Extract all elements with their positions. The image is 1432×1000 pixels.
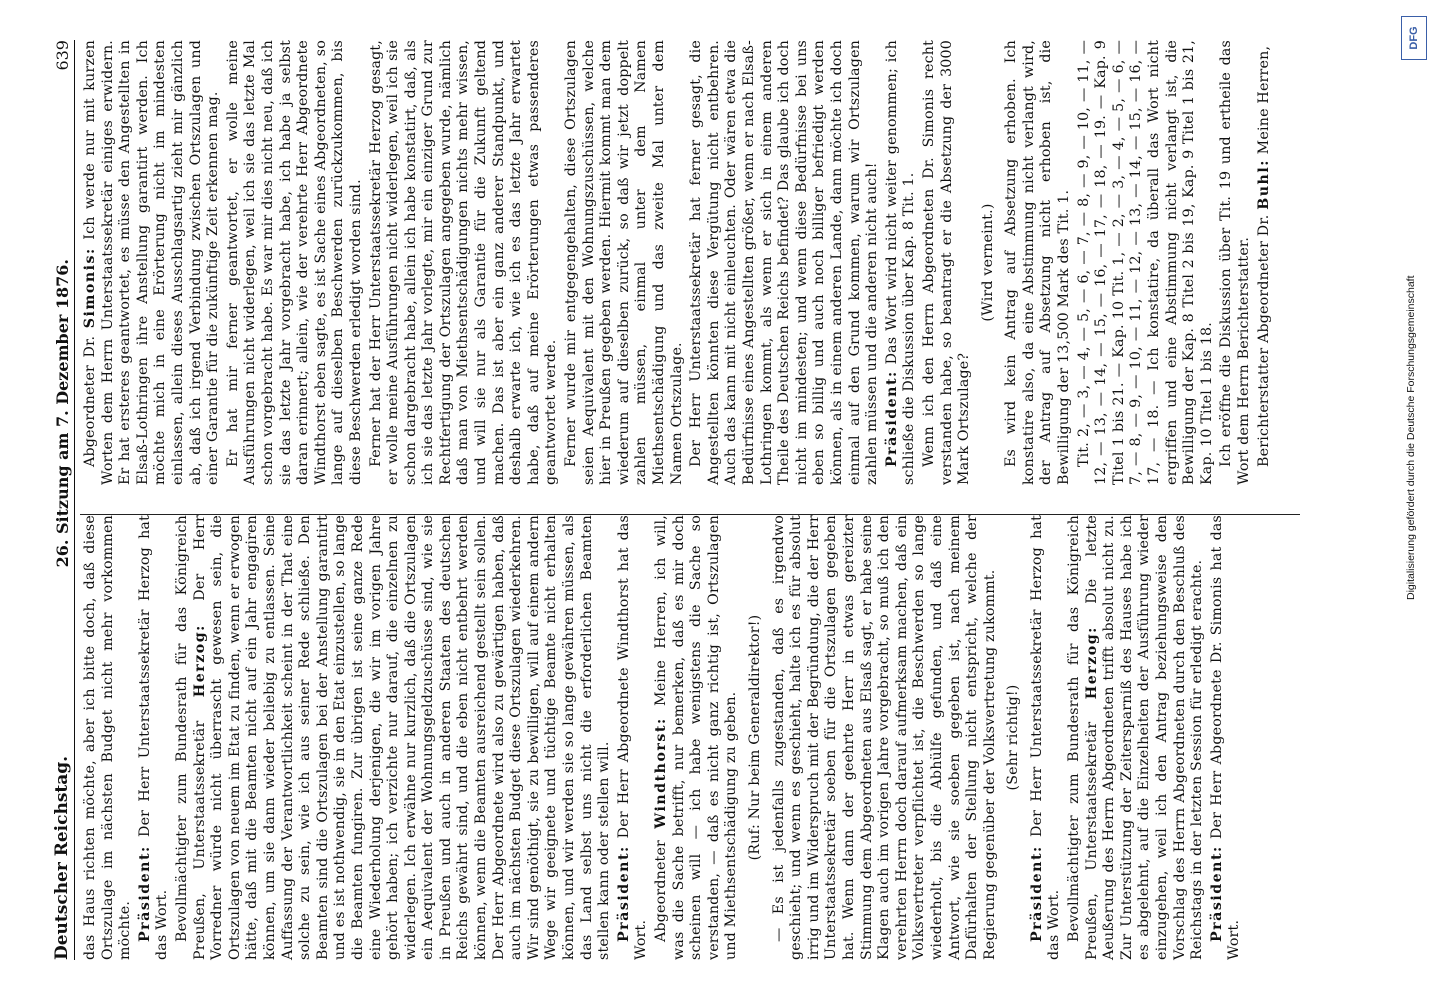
paragraph: Er hat mir ferner geantwortet, er wolle meine Ausführungen nicht widerlegen, weil ich sie das letzte Mal schon vorgebracht habe. Es war mir dies nicht neu, daß ich sie das letzte Jahr vorgebracht habe, ich habe ja selbst daran erinnert; allein, wie der verehrte Herr Abgeordnete Windthorst eben sagte, es ist Sache eines Abgeordneten, so lange auf dieselben Beschwerden zurückzukommen, bis diese Beschwerden erledigt worden sind.	[224, 40, 364, 485]
column-divider	[80, 514, 1300, 515]
paragraph-text: Die letzte Aeußerung des Herrn Abgeordneten trifft absolut nicht zu. Zur Unterstützung der Zeitersparniß des Hauses habe ich es abgelehnt, auf die Einzelheiten der Ausführung wieder einzugehen, weil ich den Antrag beziehungsweise den Vorschlag des Herrn Abgeordneten durch den Beschluß des Reichstags in der letzten Session für erledigt erachte.	[1083, 515, 1206, 960]
paragraph: Wenn ich den Herrn Abgeordneten Dr. Simonis recht verstanden habe, so beantragt er die Absetzung der 3000 Mark Ortszulage?	[920, 40, 973, 485]
speaker-intro: Bevollmächtigter zum Bundesrath für das Königreich Preußen, Unterstaatssekretär	[173, 515, 208, 960]
speaker-label: Präsident:	[1028, 845, 1045, 942]
paragraph	[1256, 40, 1274, 485]
right-column	[82, 40, 1275, 485]
digitization-stamp	[1395, 0, 1432, 1000]
paragraph	[1029, 515, 1064, 960]
paragraph: Ferner hat der Herr Unterstaatssekretär Herzog gesagt, er wolle meine Ausführungen nicht widerlegen, weil ich sie schon dargebracht habe, allein ich habe konstatirt, daß, als ich sie das letzte Jahr vorlegte, mir ein einziger Grund zur Rechtfertigung der Ortszulagen angegeben wurde, nämlich daß man von Miethsentschädigungen nichts mehr wissen, und will sie nur als Garantie für die Zukunft geltend machen. Das ist aber ein ganz anderer Standpunkt, und deshalb erwarte ich, wie ich es das letzte Jahr erwartet habe, daß auf meine Erörterungen etwas passenderes geantwortet werde.	[367, 40, 560, 485]
speaker-label: Präsident:	[883, 370, 900, 467]
paragraph: — Es ist jedenfalls zugestanden, daß es irgendwo geschieht; und wenn es geschieht, halte ich es für absolut irrig und im Widerspruch mit der Begründung, die der Herr Unterstaatssekretär soeben für die Ortszulagen gegeben hat. Wenn dann der geehrte Herr in etwas gereizter Stimmung dem Abgeordneten aus Elsaß sagt, er habe seine Klagen auch im vorigen Jahre vorgebracht, so muß ich den verehrten Herrn doch darauf aufmerksam machen, daß ein Volksvertreter verpflichtet ist, die Beschwerden so lange wiederholt, bis die Abhülfe gefunden, und daß eine Antwort, wie sie soeben gegeben ist, nach meinem Dafürhalten der Stellung nicht entspricht, welche der Regierung gegenüber der Volksvertretung zukommt.	[770, 515, 998, 960]
left-column	[82, 515, 1246, 960]
speaker-intro: Berichterstatter Abgeordneter Dr.	[1255, 214, 1272, 467]
paragraph	[884, 40, 919, 485]
speaker-label: Simonis:	[82, 247, 98, 329]
speaker-label: Herzog:	[1083, 626, 1100, 700]
speaker-intro: Abgeordneter Dr.	[82, 335, 98, 467]
stamp-rotated	[1395, 0, 1432, 1000]
speaker-label: Präsident:	[1208, 845, 1225, 942]
interjection: (Sehr richtig!)	[1005, 684, 1022, 791]
speaker-label: Präsident:	[136, 845, 153, 942]
paragraph-text: Der Herr Unterstaatssekretär Herzog hat das Wort.	[1028, 515, 1063, 960]
paragraph-text: Das Wort wird nicht weiter genommen; ich schließe die Diskussion über Kap. 8 Tit. 1.	[883, 40, 918, 485]
paragraph-text: Meine Herren, ich will, was die Sache betrifft, nur bemerken, daß es mir doch scheinen will — ich habe wenigstens die Sache so verstanden, — daß es nicht ganz richtig ist, Ortszulagen und Miethsentschädigung zu geben.	[653, 515, 740, 960]
funding-note: Digitalisierung gefördert durch die Deutsche Forschungsgemeinschaft	[1405, 275, 1417, 600]
paragraph	[1066, 515, 1207, 960]
paragraph	[137, 515, 172, 960]
paragraph-text: Der Herr Vorredner würde nicht überrascht gewesen sein, die Ortszulagen von neuem im Etat zu finden, wenn er erwogen hätte, daß mit die Beamten nicht auf ein Jahr engagiren können, um sie dann wieder beliebig zu entlassen. Seine Auffassung der Verantwortlichkeit scheint in der That eine solche zu sein, wie ich aus seiner Rede schließe. Den Beamten sind die Ortszulagen bei der Anstellung garantirt und es ist nothwendig, sie in den Etat einzustellen, so lange die Beamten fungiren. Zur übrigen ist seine ganze Rede eine Wiederholung derjenigen, die wir im vorigen Jahre gehört haben; ich verzichte nur darauf, die einzelnen zu widerlegen. Ich erwähne nur kurzlich, daß die Ortszulagen ein Aequivalent der Wohnungsgeldzuschüsse sind, wie sie in Preußen und auch in anderen Staaten des deutschen Reichs gewährt sind, und die eben nicht entbehrt werden können, wenn die Beamten ausreichend gestellt sein sollen. Der Herr Abgeordnete wird also zu gewärtigen haben, daß auch im nächsten Budget diese Ortszulagen wiederkehren. Wir sind genöthigt, sie zu bewilligen, will auf einem andern Wege wir geeignete und tüchtige Beamte nicht erhalten können, und wir werden sie so lange gewähren müssen, als das Land selbst uns nicht die erforderlichen Beamten stellen kann oder stellen will.	[191, 515, 613, 960]
paragraph	[616, 515, 651, 960]
speaker-label: Präsident:	[615, 845, 632, 942]
page-number: 639	[53, 40, 72, 71]
speaker-intro: Abgeordneter	[653, 839, 669, 942]
paragraph: das Haus richten möchte, aber ich bitte doch, daß diese Ortszulage im nächsten Budget nicht mehr vorkommen möchte.	[82, 515, 134, 960]
paragraph	[653, 515, 741, 960]
paragraph: Ferner wurde mir entgegengehalten, diese Ortszulagen seien Aequivalent mit den Wohnungszuschüssen, welche hier in Preußen gegeben werden. Hiermit kommt man dem wiederum auf dieselben zurück, so daß wir jetzt doppelt zahlen müssen, einmal unter dem Namen Miethsentschädigung und das zweite Mal unter dem Namen Ortszulage.	[563, 40, 685, 485]
paragraph: Der Herr Unterstaatssekretär hat ferner gesagt, die Angestellten könnten diese Vergütung nicht entbehren. Auch das kann mit nicht einleuchten. Oder wären etwa die Bedürfnisse eines Angestellten größer, wenn er nach Elsaß-Lothringen kommt, als wenn er sich in einem anderen Theile des Deutschen Reichs befindet? Das glaube ich doch nicht im mindesten; und wenn diese Bedürfnisse bei uns eben so billig und auch noch billiger befriedigt werden können, als in einem anderen Lande, dann möchte ich doch einmal auf den Grund kommen, warum wir Ortszulagen zahlen müssen und die anderen nicht auch!	[688, 40, 881, 485]
paragraph-text: Der Herr Abgeordnete Dr. Simonis hat das Wort.	[1208, 515, 1243, 960]
paragraph-text: Meine Herren,	[1255, 45, 1272, 155]
dfg-logo: DFG	[1401, 16, 1427, 60]
session-title: 26. Sitzung am 7. Dezember 1876.	[53, 259, 72, 568]
interjection: (Ruf: Nur beim Generaldirektor!)	[746, 614, 763, 861]
paragraph: Tit. 2, — 3, — 4, — 5, — 6, — 7, — 8, — 9, — 10, — 11, — 12, — 13, — 14, — 15, — 16, — 17, — 18, — 19. — Kap. 9 Titel 1 bis 21. — Kap. 10 Tit. 1, — 2, — 3, — 4, — 5, — 6, — 7, — 8, — 9, — 10, — 11, — 12, — 13, — 14, — 15, — 16, — 17, — 18. — Ich konstatire, da überall das Wort nicht ergriffen und eine Abstimmung nicht verlangt ist, die Bewilligung der Kap. 8 Titel 2 bis 19, Kap. 9 Titel 1 bis 21, Kap. 10 Titel 1 bis 18.	[1075, 40, 1215, 485]
paragraph: Es wird kein Antrag auf Absetzung erhoben. Ich konstatire also, da eine Abstimmung nicht verlangt wird, der Antrag auf Absetzung nicht erhoben ist, die Bewilligung der 13,500 Mark des Tit. 1.	[1003, 40, 1073, 485]
paragraph	[82, 40, 223, 485]
paragraph-text: Der Herr Unterstaatssekretär Herzog hat das Wort.	[136, 515, 171, 960]
page-header	[38, 40, 75, 960]
speaker-intro: Bevollmächtigter zum Bundesrath für das Königreich Preußen, Unterstaatssekretär	[1066, 515, 1100, 960]
paragraph-text: Der Herr Abgeordnete Windthorst hat das Wort.	[615, 515, 650, 960]
paragraph-text: Ich werde nur mit kurzen Worten dem Herrn Unterstaatssekretär einiges erwidern. Er hat ersteres geantwortet, es müsse den Angestellten in Elsaß-Lothringen ihre Anstellung garantirt werden. Ich möchte mich in eine Erörterung nicht im mindesten einlassen, allein dieses Ausschlagsartig zieht mir gänzlich ab, daß ich irgend Verbindung zwischen Ortszulagen und einer Garantie für die zukünftige Zeit erkennen mag.	[82, 40, 222, 485]
interjection: (Wird verneint.)	[979, 203, 996, 322]
paragraph: Ich eröffne die Diskussion über Tit. 19 und ertheile das Wort dem Herrn Berichterstatter.	[1218, 40, 1252, 485]
speaker-label: Herzog:	[191, 624, 208, 698]
paragraph	[174, 515, 614, 960]
paragraph	[1209, 515, 1244, 960]
speaker-label: Buhl:	[1255, 159, 1272, 210]
speaker-label: Windthorst:	[653, 717, 669, 829]
publication-title: Deutscher Reichstag.	[52, 755, 72, 960]
